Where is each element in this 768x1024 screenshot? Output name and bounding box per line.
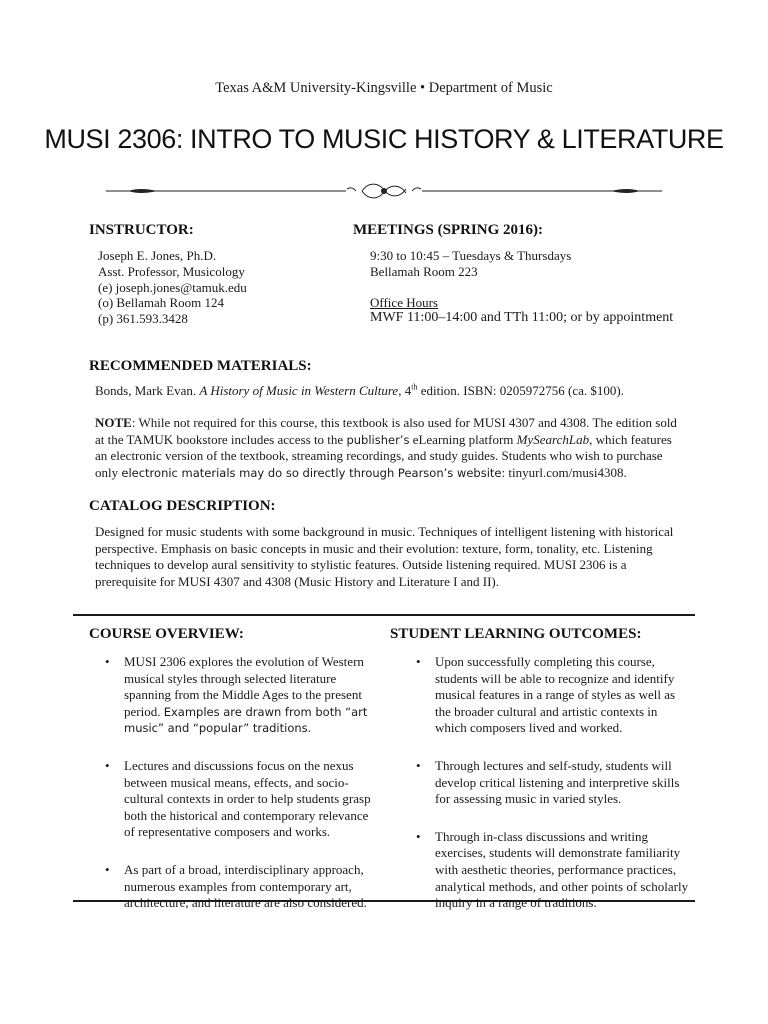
note-text-1: : While not required for this course, this textbook is also used for MUSI 4307 and 4308. The edition sold at the TAMUK bookstore includes access to the bbox=[95, 415, 677, 447]
citation-sup: th bbox=[411, 382, 418, 392]
overview-item-3: • As part of a broad, interdisciplinary approach, numerous examples from contemporary art, architecture, and literature are also considered. bbox=[89, 862, 379, 912]
overview-item-1 bbox=[89, 654, 379, 737]
meeting-room: Bellamah Room 223 bbox=[370, 263, 478, 279]
overview-heading: COURSE OVERVIEW: bbox=[89, 626, 244, 642]
citation-edition: , 4 bbox=[398, 383, 412, 398]
office-hours-label: Office Hours bbox=[370, 294, 438, 310]
outcomes-item-3: • Through in-class discussions and writing exercises, students will demonstrate familiarity with aesthetic theories, performance practices, analytical methods, and other points of scholarly inquiry in a range of traditions. bbox=[400, 829, 690, 912]
catalog-text: Designed for music students with some background in music. Techniques of intelligent listening with historical perspective. Emphasis on basic concepts in music and their evolution: texture, form, tonality, etc. Listening techniques to develop aural sensitivity to stylistic features. Outside listening required. MUSI 2306 is a prerequisite for MUSI 4307 and 4308 (Music History and Literature I and II). bbox=[95, 524, 674, 589]
outcomes-item-1: • Upon successfully completing this course, students will be able to recognize and identify musical features in a range of styles as well as the broader cultural and artistic contexts in which composers lived and worked. bbox=[400, 654, 690, 737]
note-text-4[interactable]: : tinyurl.com/musi4308. bbox=[501, 464, 627, 480]
note-text-2: eLearning platform bbox=[409, 431, 517, 447]
overview-item-1-examples: Examples are drawn from both “art music” and “popular” traditions bbox=[124, 704, 368, 736]
outcomes-item-2: • Through lectures and self-study, students will develop critical listening and interpretive skills for assessing music in varied styles. bbox=[400, 758, 690, 808]
ornament-divider bbox=[100, 178, 668, 204]
note-platform: MySearchLab bbox=[516, 431, 590, 447]
meeting-time: 9:30 to 10:45 – Tuesdays & Thursdays bbox=[370, 248, 572, 263]
overview-list bbox=[89, 654, 379, 933]
instructor-position: Asst. Professor, Musicology bbox=[98, 263, 245, 279]
citation-title: A History of Music in Western Culture bbox=[199, 383, 399, 398]
outcomes-heading: STUDENT LEARNING OUTCOMES: bbox=[390, 626, 642, 642]
catalog-heading: CATALOG DESCRIPTION: bbox=[89, 498, 276, 514]
office-hours: MWF 11:00–14:00 and TTh 11:00; or by appointment bbox=[370, 310, 674, 326]
meetings-block bbox=[370, 248, 730, 326]
instructor-heading: INSTRUCTOR: bbox=[89, 222, 194, 238]
outcomes-list bbox=[400, 654, 690, 933]
top-rule bbox=[73, 614, 695, 616]
overview-item-1-text: MUSI 2306 explores the evolution of Western musical styles through selected literature spanning from the Middle Ages to the present period. bbox=[124, 654, 364, 719]
textbook-note bbox=[95, 415, 685, 481]
instructor-email[interactable]: (e) joseph.jones@tamuk.edu bbox=[98, 279, 247, 295]
meetings-heading: MEETINGS (SPRING 2016): bbox=[353, 222, 544, 238]
page-title: MUSI 2306: INTRO TO MUSIC HISTORY & LITERATURE bbox=[44, 124, 724, 154]
materials-heading: RECOMMENDED MATERIALS: bbox=[89, 358, 312, 374]
institution-line: Texas A&M University-Kingsville • Department of Music bbox=[215, 80, 553, 96]
note-text-3: , which features an electronic version of the textbook, streaming recordings, and study guides. Students who wish to purchase only bbox=[95, 431, 672, 480]
instructor-phone: (p) 361.593.3428 bbox=[98, 311, 188, 327]
citation-isbn: edition. ISBN: 0205972756 (ca. $100). bbox=[417, 383, 624, 398]
note-label: NOTE bbox=[95, 415, 132, 430]
note-publisher: publisher’s bbox=[346, 432, 410, 447]
instructor-office: (o) Bellamah Room 124 bbox=[98, 295, 225, 311]
overview-item-2: • Lectures and discussions focus on the nexus between musical means, effects, and socio-cultural contexts in order to help students grasp both the historical and contemporary relevance of representative composers and works. bbox=[89, 758, 379, 841]
instructor-block bbox=[98, 248, 358, 327]
overview-item-1-end: . bbox=[307, 720, 311, 736]
textbook-citation bbox=[95, 383, 685, 400]
citation-author: Bonds, Mark Evan. bbox=[95, 383, 200, 398]
note-electronic: electronic materials may do so directly through Pearson’s website bbox=[121, 465, 502, 480]
instructor-name: Joseph E. Jones, Ph.D. bbox=[98, 248, 217, 263]
